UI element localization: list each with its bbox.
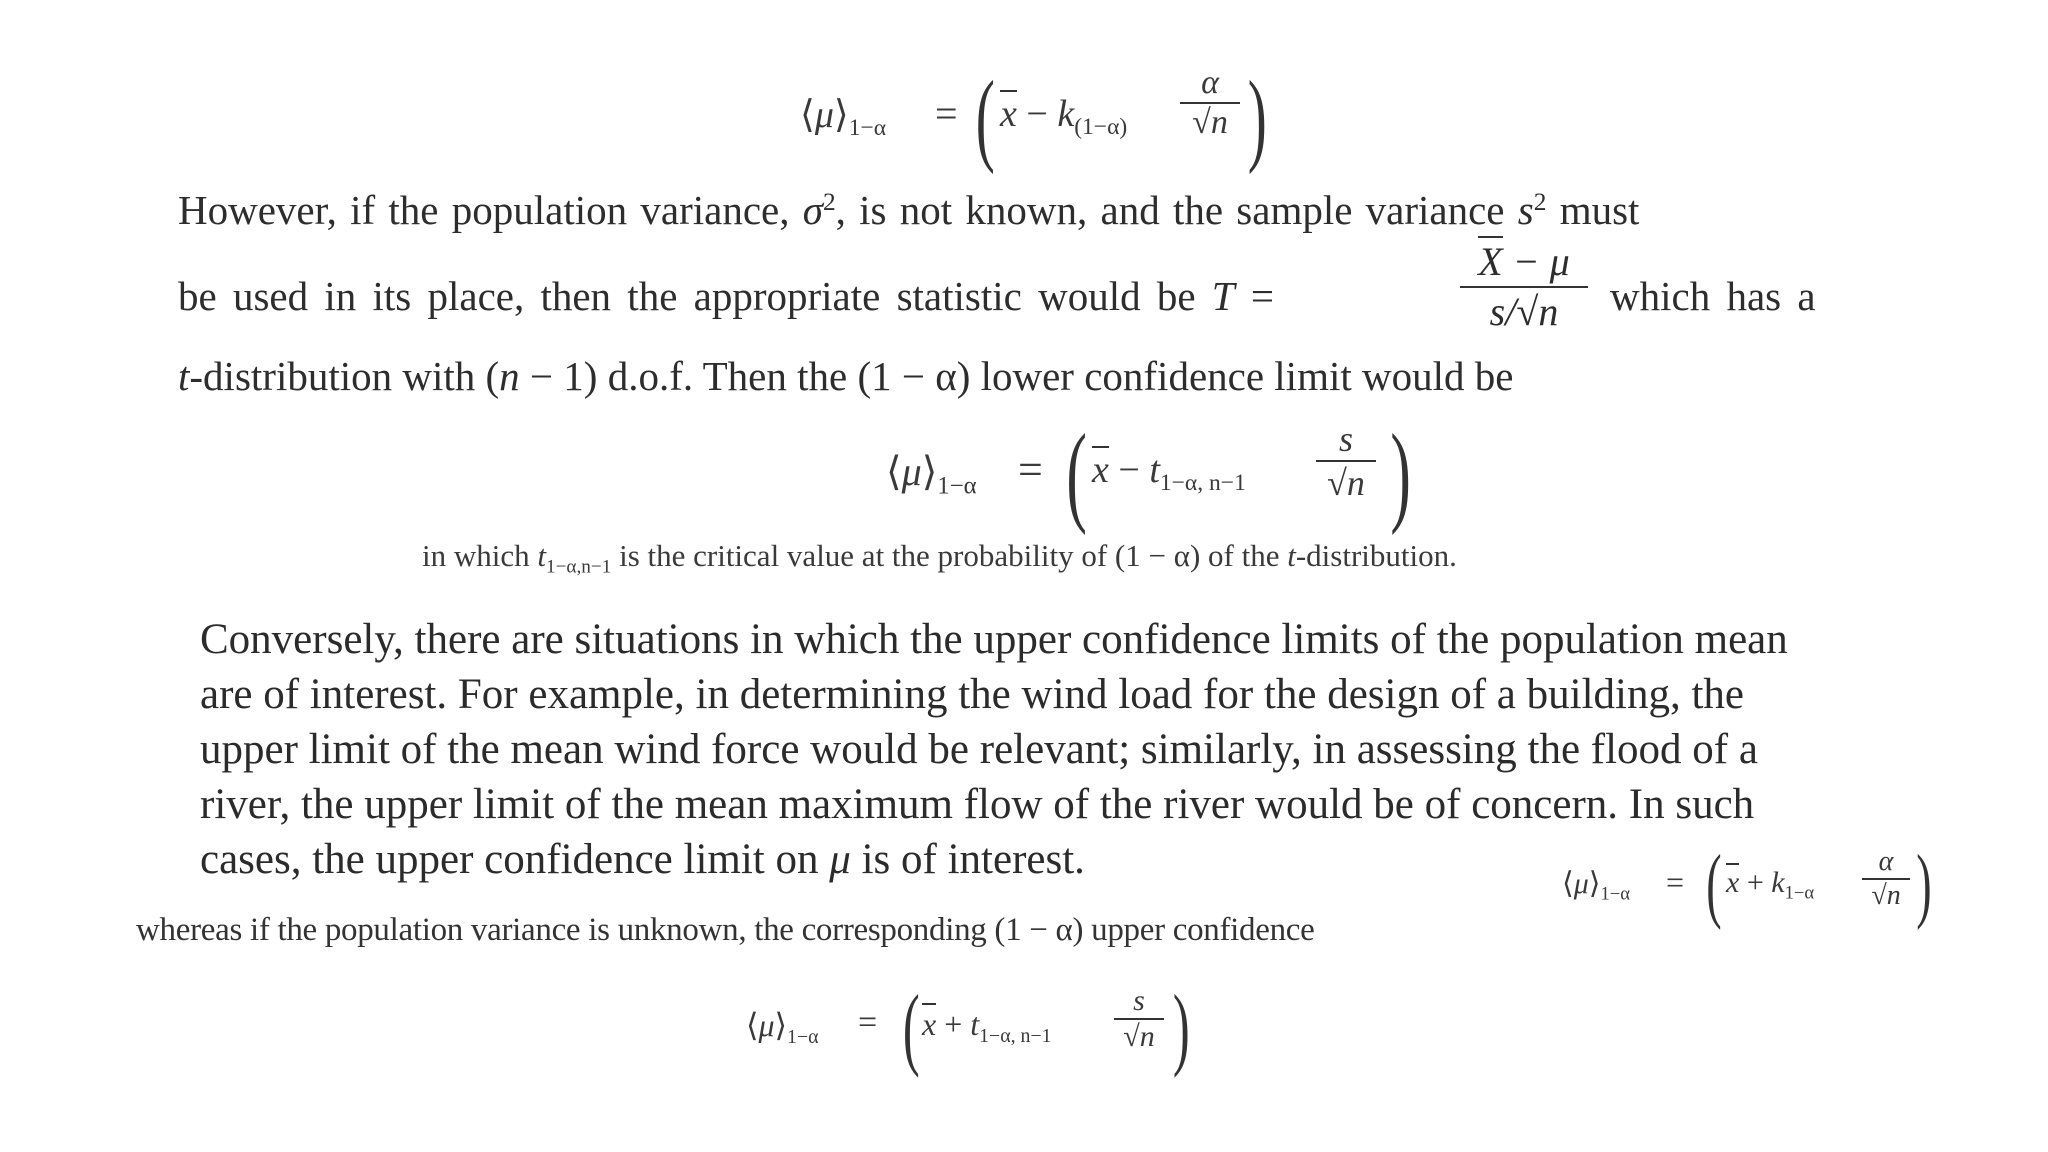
para2-line4: river, the upper limit of the mean maximum flow of the river would be of concern. In such: [200, 781, 1755, 828]
eq2-lhs: $⟨\mu⟩_{1-\alpha}$: [886, 449, 977, 500]
paragraph-upper-confidence: [200, 612, 1788, 887]
eq1-fraction: α √n: [1180, 64, 1240, 142]
eq4-equals: =: [858, 1004, 878, 1041]
eq3-right-paren: ): [1916, 838, 1932, 931]
para1-line2-end: which has a: [1610, 273, 1816, 319]
para1-line1: However, if the population variance, $\sigma^2$, is not known, and the sample variance $s^2$ must: [178, 187, 1640, 233]
para1-line2: be used in its place, then the appropriate statistic would be T =: [178, 273, 1274, 319]
para2-line1: Conversely, there are situations in which the upper confidence limits of the population mean: [200, 616, 1788, 663]
paragraph-unknown-variance-upper: whereas if the population variance is unknown, the corresponding (1 − α) upper confidence: [136, 912, 1315, 948]
eq3-equals: =: [1666, 864, 1685, 900]
eq4-fraction: s √n: [1114, 984, 1164, 1054]
eq4-left-paren: (: [902, 976, 920, 1078]
eq1-right-paren: ): [1247, 60, 1267, 175]
eq1-equals: =: [935, 91, 958, 136]
eq2-right-paren: ): [1390, 412, 1411, 536]
eq4-right-paren: ): [1172, 976, 1190, 1078]
eq3-left-paren: (: [1706, 838, 1722, 931]
para1-line3: t-distribution with (n − 1) d.o.f. Then the (1 − α) lower confidence limit would be: [178, 353, 1514, 399]
eq3-lhs: $⟨\mu⟩_{1-\alpha}$: [1562, 867, 1631, 905]
eq4-lhs: $⟨\mu⟩_{1-\alpha}$: [746, 1007, 819, 1048]
t-statistic-fraction: X − μ s/√n: [1460, 238, 1588, 336]
eq3-body: $x + k_{1-\alpha}$: [1726, 866, 1814, 905]
eq3-fraction: α √n: [1862, 846, 1910, 912]
eq2-left-paren: (: [1066, 412, 1087, 536]
eq4-body: $x + t_{1-\alpha, n-1}$: [922, 1006, 1052, 1048]
eq2-fraction: s √n: [1316, 418, 1376, 504]
para2-line2: are of interest. For example, in determining the wind load for the design of a building, the: [200, 671, 1745, 718]
critical-value-caption: in which $t_{1-\alpha,n-1}$ is the critical value at the probability of (1 − α) of the t-distribution.: [422, 538, 1457, 578]
para2-line5: cases, the upper confidence limit on μ is of interest.: [200, 836, 1085, 883]
para2-line3: upper limit of the mean wind force would be relevant; similarly, in assessing the flood of a: [200, 726, 1758, 773]
eq1-left-paren: (: [975, 60, 995, 175]
eq1-body: $x - k_{(1-\alpha)}$: [1000, 92, 1127, 141]
eq2-equals: =: [1018, 445, 1043, 494]
eq1-lhs: $⟨\mu⟩_{1-\alpha}$: [800, 94, 887, 142]
eq2-body: $x - t_{1-\alpha, n-1}$: [1092, 448, 1246, 497]
